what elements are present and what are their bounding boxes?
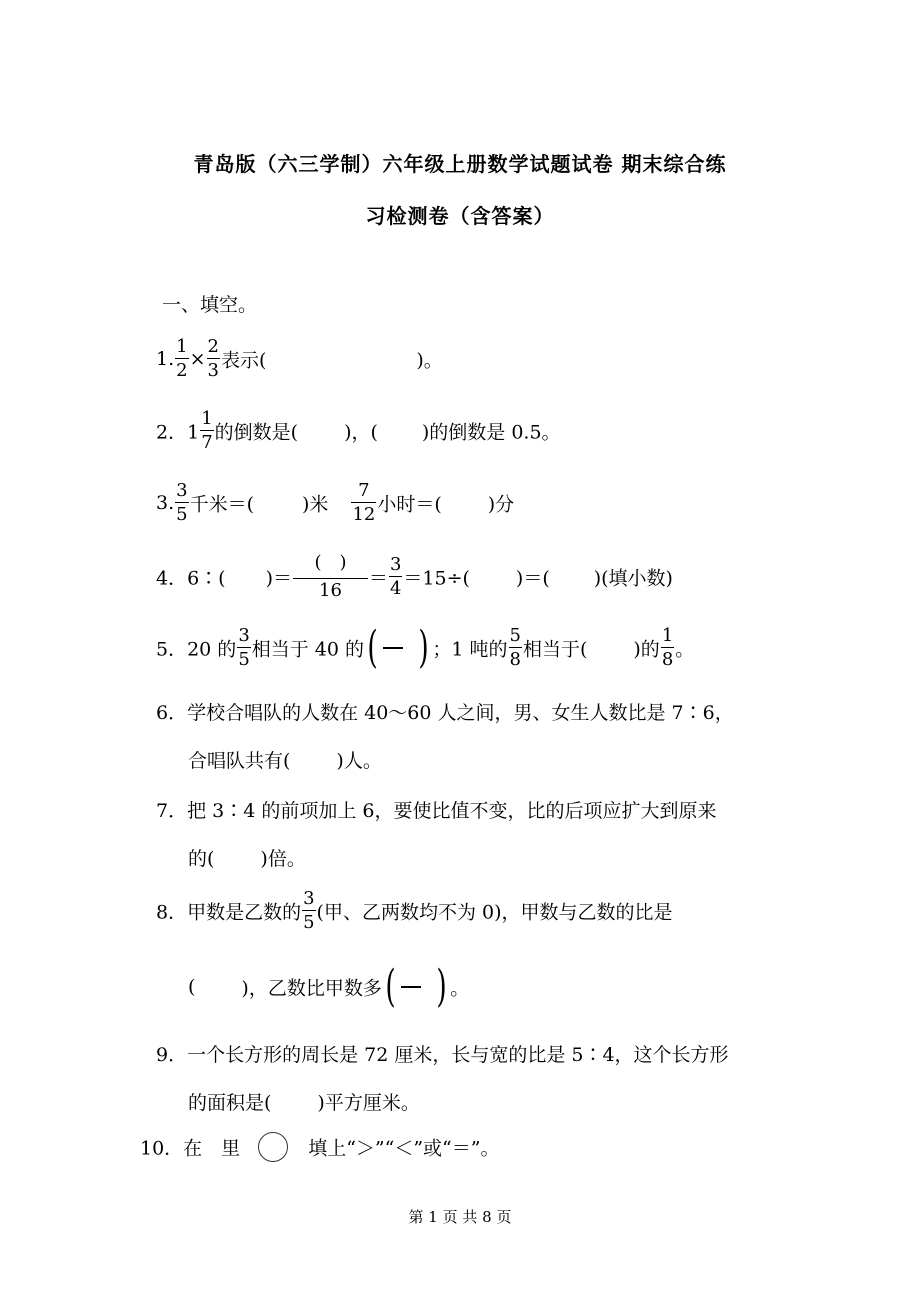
- q10-text-1: 10．在 里: [140, 1137, 241, 1160]
- q3-text-2: )米: [302, 493, 329, 516]
- q6-text-2a: 合唱队共有(: [188, 750, 291, 772]
- q4-fraction-1: [293, 554, 368, 600]
- q8-text-2c: 。: [450, 977, 470, 1000]
- q3-prefix: 3.: [156, 492, 175, 514]
- q5-fraction-2: [509, 627, 522, 669]
- question-3: [156, 482, 514, 542]
- comparison-circle-icon[interactable]: [258, 1132, 288, 1162]
- q9-text-2a: 的面积是(: [188, 1092, 272, 1114]
- q1-prefix: 1.: [156, 348, 175, 370]
- q5-fraction-1: [237, 627, 250, 669]
- q5-left-paren: (: [367, 622, 378, 673]
- question-4: [156, 554, 673, 614]
- question-7-line-2: [188, 844, 306, 878]
- q1-fraction-1: [175, 338, 188, 380]
- q6-text-2b: )人。: [336, 750, 382, 772]
- q1-f2-num: 2: [207, 336, 219, 357]
- question-9-line-1: [156, 1040, 729, 1074]
- q5-f1-den: 5: [238, 649, 250, 670]
- q8-text-2a: (: [188, 976, 196, 998]
- section-heading: [162, 290, 257, 320]
- q8-text-1: (甲、乙两数均不为 0)，甲数与乙数的比是: [316, 901, 673, 924]
- q8-prefix: 8．甲数是乙数的: [156, 901, 302, 924]
- q1-f1-num: 1: [176, 336, 188, 357]
- q7-text-2b: )倍。: [260, 848, 306, 870]
- q5-f1-num: 3: [238, 625, 250, 646]
- q2-f-den: 7: [201, 432, 213, 453]
- q2-f-num: 1: [201, 408, 213, 429]
- q8-f-den: 5: [303, 912, 315, 933]
- q8-fraction: [302, 890, 315, 932]
- q9-text-2b: )平方厘米。: [317, 1092, 420, 1114]
- q5-text-4: )的: [633, 638, 660, 661]
- q1-close: )。: [416, 349, 443, 372]
- q8-left-paren: (: [385, 961, 396, 1012]
- question-1: [156, 338, 443, 398]
- q4-f2-den: 4: [389, 578, 402, 599]
- q8-text-2b: )，乙数比甲数多: [241, 977, 382, 1000]
- q3-f2-den: 12: [352, 504, 376, 525]
- q7-text-1: 7．把 3∶4 的前项加上 6，要使比值不变，比的后项应扩大到原来: [156, 800, 717, 822]
- q1-times: ×: [189, 348, 206, 370]
- q5-f3-num: 1: [661, 625, 674, 646]
- q6-text-1: 6．学校合唱队的人数在 40～60 人之间，男、女生人数比是 7∶6，: [156, 702, 734, 724]
- q4-f2-num: 3: [389, 554, 402, 575]
- q4-f1-den: 16: [293, 578, 368, 600]
- q5-text-3: 相当于(: [522, 638, 588, 661]
- q1-fraction-2: [207, 338, 220, 380]
- doc-title-line1: 青岛版（六三学制）六年级上册数学试题试卷 期末综合练: [193, 152, 727, 176]
- question-8-line-1: [156, 890, 673, 950]
- question-2: [156, 410, 561, 470]
- q4-text-3: )＝(: [515, 567, 550, 590]
- q5-text-2: ；1 吨的: [432, 638, 508, 661]
- q2-prefix: 2．1: [156, 421, 200, 444]
- q3-f1-num: 3: [176, 480, 188, 501]
- q4-fraction-2: [389, 556, 402, 598]
- q5-prefix: 5．20 的: [156, 638, 237, 661]
- q4-f1-num: ( ): [314, 552, 347, 573]
- q4-text-1: )＝: [265, 567, 293, 590]
- q3-text-4: )分: [487, 493, 515, 516]
- q5-text-5: 。: [675, 638, 695, 661]
- q4-prefix: 4．6∶(: [156, 567, 226, 590]
- question-10: [140, 1132, 499, 1172]
- q3-f2-num: 7: [358, 480, 370, 501]
- q5-f2-den: 8: [509, 649, 521, 670]
- q3-fraction-2: [351, 482, 376, 524]
- question-9-line-2: [188, 1088, 420, 1122]
- question-6-line-2: [188, 746, 382, 780]
- q3-text-1: 千米＝(: [189, 493, 255, 516]
- q5-fraction-3: [661, 627, 674, 669]
- question-5: [156, 622, 695, 686]
- question-8-line-2: [188, 961, 470, 1025]
- doc-title-line2: 习检测卷（含答案）: [365, 204, 555, 228]
- q4-text-2: ＝15÷(: [403, 567, 470, 590]
- q7-text-2a: 的(: [188, 848, 215, 870]
- q4-eq: ＝: [368, 567, 388, 590]
- q8-fraction-bar[interactable]: [401, 986, 421, 988]
- q5-f3-den: 8: [661, 649, 674, 670]
- page-footer: 第 1 页 共 8 页: [408, 1208, 512, 1226]
- q3-f1-den: 5: [176, 504, 188, 525]
- q9-text-1: 9．一个长方形的周长是 72 厘米，长与宽的比是 5∶4，这个长方形: [156, 1044, 729, 1066]
- section-heading-text: 一、填空。: [162, 294, 258, 316]
- q8-right-paren: ): [436, 961, 447, 1012]
- question-6-line-1: [156, 698, 734, 732]
- q5-right-paren: ): [418, 622, 429, 673]
- question-7-line-1: [156, 796, 716, 830]
- q5-text-1: 相当于 40 的: [251, 638, 365, 661]
- q8-f-num: 3: [303, 888, 315, 909]
- q2-text-3: )的倒数是 0.5。: [421, 421, 561, 444]
- q5-fraction-bar[interactable]: [383, 647, 403, 649]
- q1-text: 表示(: [220, 349, 267, 372]
- q4-text-4: )(填小数): [593, 567, 673, 590]
- q1-f2-den: 3: [207, 360, 219, 381]
- q3-fraction-1: [175, 482, 188, 524]
- q1-f1-den: 2: [176, 360, 188, 381]
- q2-text-2: )，(: [344, 421, 378, 444]
- q5-f2-num: 5: [509, 625, 521, 646]
- q3-text-3: 小时＝(: [377, 493, 442, 516]
- q2-fraction: [200, 410, 213, 452]
- q10-text-2: 填上“＞”“＜”或“＝”。: [308, 1137, 500, 1160]
- q2-text-1: 的倒数是(: [214, 421, 299, 444]
